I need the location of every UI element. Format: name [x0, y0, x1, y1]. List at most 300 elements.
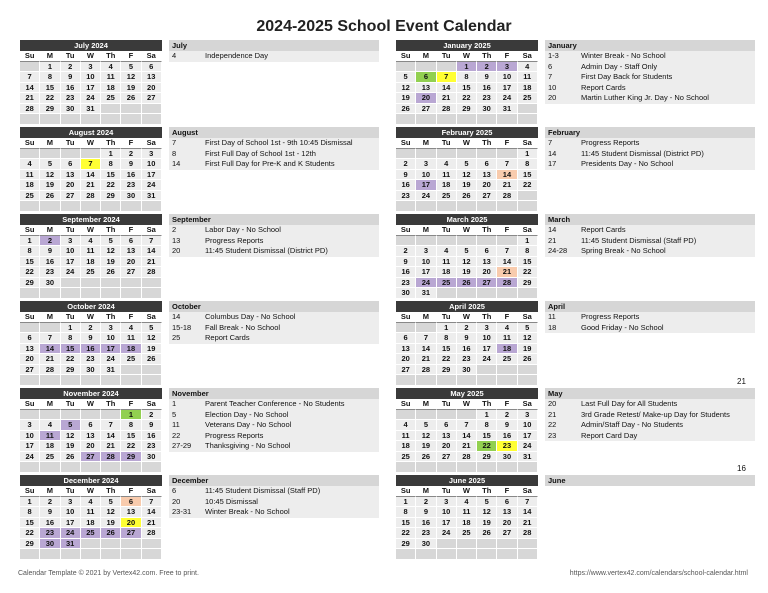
weekday-label: F — [497, 399, 517, 410]
event-date: 2 — [172, 225, 177, 234]
day-cell: 24 — [437, 528, 457, 539]
day-cell — [142, 278, 162, 289]
day-cell: 12 — [477, 507, 497, 518]
day-cell: 9 — [396, 257, 416, 268]
day-cell: 16 — [396, 180, 416, 191]
weekday-label: W — [81, 399, 101, 410]
week-row — [20, 452, 162, 463]
day-cell — [416, 549, 436, 560]
week-row — [396, 93, 538, 104]
day-cell — [61, 288, 81, 299]
day-cell: 14 — [101, 431, 121, 442]
day-cell — [497, 549, 517, 560]
day-cell: 26 — [518, 354, 538, 365]
week-row — [396, 344, 538, 355]
day-cell — [101, 549, 121, 560]
events-panel — [545, 214, 755, 257]
day-cell: 1 — [121, 410, 141, 421]
day-cell: 31 — [518, 452, 538, 463]
weekday-label: Th — [477, 138, 497, 149]
events-panel — [169, 301, 379, 344]
day-cell: 9 — [416, 507, 436, 518]
day-cell: 20 — [61, 180, 81, 191]
day-cell: 1 — [20, 497, 40, 508]
events-panel — [169, 214, 379, 257]
month-title: November 2024 — [20, 388, 162, 399]
event-date: 7 — [548, 72, 553, 81]
event-description: Report Cards — [205, 333, 250, 342]
day-cell: 16 — [396, 267, 416, 278]
day-cell: 4 — [81, 236, 101, 247]
day-cell: 11 — [81, 507, 101, 518]
week-row — [396, 431, 538, 442]
weekday-label: Th — [101, 225, 121, 236]
events-month-title: June — [545, 475, 755, 486]
events-month-title: September — [169, 214, 379, 225]
weekday-label: Tu — [61, 486, 81, 497]
weekday-label: F — [497, 225, 517, 236]
event-date: 8 — [172, 148, 177, 158]
day-cell: 14 — [518, 507, 538, 518]
day-cell: 24 — [61, 528, 81, 539]
day-cell: 28 — [142, 528, 162, 539]
day-cell: 28 — [416, 365, 436, 376]
day-cell: 5 — [518, 323, 538, 334]
day-cell: 3 — [81, 62, 101, 73]
day-cell: 30 — [61, 104, 81, 115]
week-row — [396, 518, 538, 529]
day-cell — [457, 462, 477, 473]
event-date: 6 — [548, 61, 553, 71]
weekday-label: Sa — [518, 51, 538, 62]
weekday-label: M — [416, 51, 436, 62]
week-row — [396, 420, 538, 431]
weekday-label: F — [121, 51, 141, 62]
events-panel — [169, 388, 379, 452]
day-cell: 25 — [497, 354, 517, 365]
weekday-label: Su — [396, 225, 416, 236]
weekday-label: Th — [101, 138, 121, 149]
day-cell: 1 — [518, 236, 538, 247]
day-cell — [437, 410, 457, 421]
day-cell: 26 — [457, 191, 477, 202]
month-title: August 2024 — [20, 127, 162, 138]
day-cell: 31 — [81, 104, 101, 115]
event-date: 7 — [548, 138, 553, 147]
day-cell: 6 — [20, 333, 40, 344]
day-cell: 20 — [142, 83, 162, 94]
event-row — [545, 399, 755, 410]
event-row — [545, 62, 755, 73]
event-date: 11 — [548, 312, 556, 321]
day-cell: 12 — [457, 257, 477, 268]
event-date: 27-29 — [172, 441, 192, 450]
weekday-label: F — [121, 225, 141, 236]
day-cell — [457, 549, 477, 560]
day-cell: 12 — [416, 431, 436, 442]
day-cell — [396, 114, 416, 125]
day-cell: 12 — [142, 333, 162, 344]
event-description: Progress Reports — [205, 235, 264, 245]
event-description: 11:45 Student Dismissal (District PD) — [581, 148, 704, 158]
day-cell: 19 — [457, 180, 477, 191]
week-row — [396, 462, 538, 473]
event-row — [169, 431, 379, 442]
day-cell: 24 — [416, 278, 436, 289]
footer-url[interactable]: https://www.vertex42.com/calendars/school-calendar.html — [569, 570, 748, 577]
day-cell: 20 — [20, 354, 40, 365]
day-cell: 1 — [518, 149, 538, 160]
day-cell: 28 — [497, 191, 517, 202]
day-cell — [396, 149, 416, 160]
weekday-label: Sa — [142, 312, 162, 323]
day-cell: 4 — [40, 420, 60, 431]
day-cell: 2 — [40, 497, 60, 508]
weekday-label: W — [457, 138, 477, 149]
day-cell: 4 — [497, 323, 517, 334]
event-date: 21 — [548, 409, 557, 419]
day-cell: 3 — [477, 323, 497, 334]
day-cell — [416, 323, 436, 334]
event-date: 17 — [548, 159, 557, 168]
day-cell: 26 — [457, 278, 477, 289]
day-cell: 15 — [20, 257, 40, 268]
day-cell — [20, 114, 40, 125]
day-cell: 30 — [81, 365, 101, 376]
day-cell: 10 — [518, 420, 538, 431]
day-cell — [142, 288, 162, 299]
day-cell: 21 — [142, 257, 162, 268]
event-date: 14 — [172, 312, 181, 321]
event-date: 11 — [172, 420, 180, 429]
events-month-title: December — [169, 475, 379, 486]
event-row — [545, 51, 755, 62]
day-cell: 12 — [101, 507, 121, 518]
event-row — [545, 410, 755, 421]
day-cell: 2 — [416, 497, 436, 508]
day-cell — [457, 375, 477, 386]
day-cell — [101, 278, 121, 289]
week-row — [20, 93, 162, 104]
day-cell — [477, 236, 497, 247]
day-cell — [40, 549, 60, 560]
day-cell: 15 — [477, 431, 497, 442]
week-row — [396, 246, 538, 257]
day-cell: 16 — [81, 344, 101, 355]
day-cell: 13 — [497, 507, 517, 518]
day-cell: 8 — [437, 333, 457, 344]
event-row — [169, 149, 379, 160]
day-cell: 2 — [142, 410, 162, 421]
month-title: January 2025 — [396, 40, 538, 51]
day-cell: 9 — [477, 72, 497, 83]
weekday-label: Tu — [61, 225, 81, 236]
day-cell: 7 — [518, 497, 538, 508]
event-row — [169, 246, 379, 257]
weekday-header — [396, 399, 538, 410]
day-cell — [497, 114, 517, 125]
week-row — [396, 159, 538, 170]
day-cell: 20 — [81, 441, 101, 452]
day-cell: 15 — [518, 257, 538, 268]
event-date: 14 — [548, 225, 557, 234]
day-cell: 3 — [101, 323, 121, 334]
week-row — [396, 149, 538, 160]
day-cell — [518, 114, 538, 125]
day-cell: 29 — [477, 452, 497, 463]
day-cell: 14 — [457, 431, 477, 442]
month-title: October 2024 — [20, 301, 162, 312]
day-cell: 12 — [40, 170, 60, 181]
day-cell — [81, 410, 101, 421]
week-row — [20, 365, 162, 376]
day-cell: 7 — [142, 497, 162, 508]
event-row — [169, 441, 379, 452]
month-calendar — [20, 40, 162, 125]
day-cell: 5 — [40, 159, 60, 170]
weekday-label: Su — [396, 312, 416, 323]
day-cell: 3 — [437, 497, 457, 508]
weekday-label: Tu — [61, 399, 81, 410]
events-list — [545, 225, 755, 257]
weekday-label: Th — [101, 51, 121, 62]
month-calendar — [396, 214, 538, 299]
day-cell: 20 — [497, 518, 517, 529]
events-list — [169, 51, 379, 62]
day-cell: 18 — [40, 441, 60, 452]
week-row — [20, 528, 162, 539]
week-row — [20, 62, 162, 73]
day-cell: 28 — [40, 365, 60, 376]
events-panel — [545, 40, 755, 104]
day-cell — [121, 201, 141, 212]
day-cell — [396, 462, 416, 473]
day-cell: 2 — [497, 410, 517, 421]
week-row — [20, 410, 162, 421]
month-title: December 2024 — [20, 475, 162, 486]
day-cell: 5 — [101, 497, 121, 508]
weekday-label: M — [40, 225, 60, 236]
weekday-label: Sa — [518, 312, 538, 323]
week-row — [20, 72, 162, 83]
day-cell: 11 — [396, 431, 416, 442]
day-cell: 13 — [396, 344, 416, 355]
day-cell: 3 — [497, 62, 517, 73]
weekday-label: Su — [20, 312, 40, 323]
event-date: 5 — [172, 409, 177, 419]
events-month-title: May — [545, 388, 755, 399]
week-row — [20, 246, 162, 257]
day-cell: 27 — [20, 365, 40, 376]
day-cell — [101, 201, 121, 212]
day-cell: 28 — [142, 267, 162, 278]
event-row — [169, 420, 379, 431]
weekday-label: M — [416, 138, 436, 149]
day-cell: 25 — [40, 452, 60, 463]
event-date: 21 — [548, 235, 557, 245]
day-cell: 24 — [477, 354, 497, 365]
day-cell — [497, 288, 517, 299]
day-cell: 31 — [101, 365, 121, 376]
day-cell: 13 — [437, 431, 457, 442]
day-cell: 26 — [121, 93, 141, 104]
day-cell — [457, 539, 477, 550]
day-cell: 23 — [142, 441, 162, 452]
day-cell: 26 — [416, 452, 436, 463]
weekday-label: Sa — [142, 138, 162, 149]
weekday-label: W — [457, 51, 477, 62]
week-row — [396, 507, 538, 518]
event-description: Parent Teacher Conference - No Students — [205, 399, 345, 408]
day-cell: 21 — [457, 441, 477, 452]
day-cell: 6 — [477, 246, 497, 257]
weekday-label: M — [40, 399, 60, 410]
day-cell: 19 — [61, 441, 81, 452]
day-cell: 26 — [477, 528, 497, 539]
day-cell: 16 — [457, 344, 477, 355]
day-cell: 19 — [416, 441, 436, 452]
day-cell: 16 — [497, 431, 517, 442]
day-cell: 28 — [81, 191, 101, 202]
day-cell: 4 — [81, 497, 101, 508]
day-cell — [101, 410, 121, 421]
weekday-label: Th — [477, 225, 497, 236]
day-cell: 10 — [61, 246, 81, 257]
event-row — [169, 486, 379, 497]
may-day-count: 16 — [737, 464, 746, 473]
day-cell: 4 — [101, 62, 121, 73]
events-panel — [169, 127, 379, 170]
day-cell: 31 — [61, 539, 81, 550]
day-cell: 17 — [518, 431, 538, 442]
day-cell: 12 — [396, 83, 416, 94]
day-cell: 14 — [437, 83, 457, 94]
day-cell — [142, 201, 162, 212]
event-description: Spring Break - No School — [581, 246, 666, 255]
day-cell — [121, 288, 141, 299]
day-cell — [142, 462, 162, 473]
events-month-title: July — [169, 40, 379, 51]
month-calendar — [396, 127, 538, 212]
day-cell: 18 — [101, 83, 121, 94]
day-cell: 22 — [518, 267, 538, 278]
events-panel — [545, 388, 755, 441]
weekday-label: Su — [396, 138, 416, 149]
day-cell: 11 — [101, 72, 121, 83]
day-cell: 4 — [457, 497, 477, 508]
day-cell: 17 — [416, 267, 436, 278]
day-cell — [121, 539, 141, 550]
month-title: May 2025 — [396, 388, 538, 399]
week-row — [20, 267, 162, 278]
day-cell: 26 — [142, 354, 162, 365]
day-cell — [457, 149, 477, 160]
week-row — [20, 462, 162, 473]
events-list — [169, 486, 379, 518]
day-cell: 4 — [121, 323, 141, 334]
month-calendar — [396, 301, 538, 386]
weekday-label: M — [40, 138, 60, 149]
event-description: Last Full Day for All Students — [581, 399, 678, 408]
day-cell: 10 — [61, 507, 81, 518]
week-row — [20, 333, 162, 344]
day-cell: 7 — [40, 333, 60, 344]
day-cell — [518, 288, 538, 299]
day-cell: 3 — [518, 410, 538, 421]
day-cell: 7 — [101, 420, 121, 431]
day-cell: 23 — [457, 354, 477, 365]
day-cell: 4 — [20, 159, 40, 170]
day-cell: 27 — [121, 528, 141, 539]
day-cell — [518, 462, 538, 473]
day-cell: 24 — [61, 267, 81, 278]
day-cell: 7 — [81, 159, 101, 170]
day-cell — [497, 149, 517, 160]
event-description: Admin Day - Staff Only — [581, 61, 658, 71]
weekday-label: Tu — [61, 312, 81, 323]
day-cell: 18 — [497, 344, 517, 355]
day-cell — [40, 114, 60, 125]
day-cell — [396, 375, 416, 386]
event-description: Progress Reports — [581, 138, 640, 147]
event-description: 3rd Grade Retest/ Make-up Day for Students — [581, 409, 730, 419]
event-description: Election Day - No School — [205, 409, 289, 419]
day-cell: 28 — [457, 452, 477, 463]
events-list — [545, 51, 755, 104]
weekday-label: F — [121, 399, 141, 410]
day-cell: 25 — [457, 528, 477, 539]
week-row — [396, 62, 538, 73]
day-cell: 9 — [457, 333, 477, 344]
weekday-label: W — [457, 399, 477, 410]
event-row — [169, 51, 379, 62]
event-date: 7 — [172, 138, 177, 147]
day-cell: 9 — [81, 333, 101, 344]
weekday-label: Sa — [142, 51, 162, 62]
events-list — [169, 312, 379, 344]
day-cell: 25 — [20, 191, 40, 202]
day-cell: 28 — [101, 452, 121, 463]
week-row — [396, 180, 538, 191]
day-cell — [61, 410, 81, 421]
day-cell: 13 — [121, 246, 141, 257]
weekday-header — [396, 486, 538, 497]
day-cell — [416, 149, 436, 160]
day-cell: 4 — [518, 62, 538, 73]
week-row — [20, 323, 162, 334]
weekday-label: Sa — [518, 225, 538, 236]
day-cell: 27 — [437, 452, 457, 463]
month-calendar — [396, 388, 538, 473]
event-row — [545, 83, 755, 94]
day-cell: 1 — [20, 236, 40, 247]
day-cell: 19 — [101, 257, 121, 268]
day-cell: 2 — [61, 62, 81, 73]
day-cell — [437, 288, 457, 299]
weekday-label: Su — [20, 399, 40, 410]
week-row — [396, 497, 538, 508]
day-cell: 20 — [121, 518, 141, 529]
day-cell: 6 — [396, 333, 416, 344]
month-calendar — [396, 475, 538, 560]
event-date: 1-3 — [548, 51, 559, 60]
day-cell — [477, 201, 497, 212]
event-row — [545, 323, 755, 334]
week-row — [20, 354, 162, 365]
week-row — [20, 431, 162, 442]
day-cell: 6 — [121, 497, 141, 508]
day-cell: 21 — [40, 354, 60, 365]
